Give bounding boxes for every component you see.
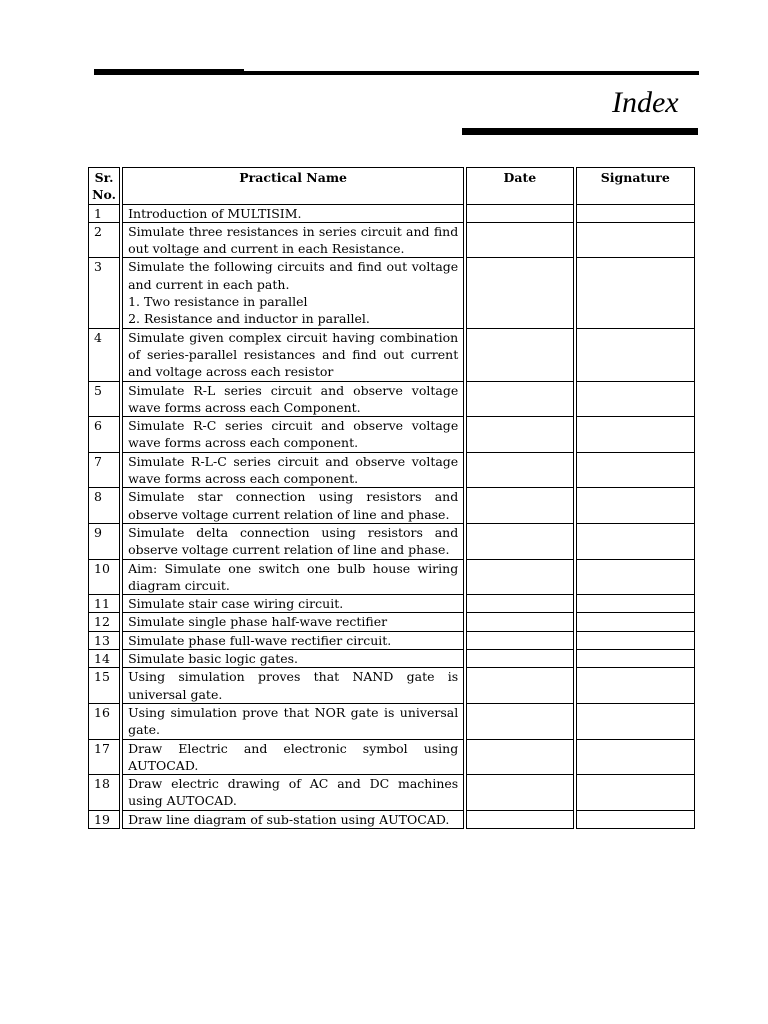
row-date-cell	[466, 257, 573, 327]
practical-name-text: Simulate R-L series circuit and observe voltage wave forms across each Component.	[128, 382, 459, 415]
row-practical-name	[122, 774, 464, 810]
row-date-cell	[466, 222, 573, 258]
row-sr-no: 13	[88, 631, 120, 649]
header-sr-no: Sr. No.	[88, 167, 120, 204]
row-practical-name	[122, 381, 464, 417]
row-practical-name	[122, 649, 464, 667]
row-practical-name	[122, 559, 464, 595]
table-body	[88, 204, 695, 829]
row-date-cell	[466, 452, 573, 488]
table-row	[88, 667, 695, 703]
table-row	[88, 594, 695, 612]
row-signature-cell	[576, 667, 695, 703]
practical-name-text: Simulate stair case wiring circuit.	[128, 596, 344, 612]
row-date-cell	[466, 612, 573, 630]
practical-name-text: Draw line diagram of sub-station using AUTOCAD.	[128, 811, 450, 827]
row-signature-cell	[576, 452, 695, 488]
table-row	[88, 381, 695, 417]
row-sr-no: 15	[88, 667, 120, 703]
row-practical-name	[122, 594, 464, 612]
practical-name-text: Simulate single phase half-wave rectifier	[128, 614, 388, 630]
table-row	[88, 649, 695, 667]
row-signature-cell	[576, 487, 695, 523]
practical-name-text: Simulate phase full-wave rectifier circuit.	[128, 632, 392, 648]
practical-name-text: Simulate R-L-C series circuit and observe voltage wave forms across each component.	[128, 453, 459, 487]
row-signature-cell	[576, 631, 695, 649]
row-signature-cell	[576, 559, 695, 595]
row-date-cell	[466, 774, 573, 810]
practical-name-text: Simulate basic logic gates.	[128, 651, 299, 667]
row-sr-no: 12	[88, 612, 120, 630]
row-date-cell	[466, 739, 573, 775]
table-row	[88, 452, 695, 488]
row-date-cell	[466, 631, 573, 649]
row-date-cell	[466, 594, 573, 612]
table-row	[88, 631, 695, 649]
row-sr-no: 7	[88, 452, 120, 488]
row-practical-name	[122, 328, 464, 381]
practical-name-text: Draw electric drawing of AC and DC machines using AUTOCAD.	[128, 776, 459, 809]
practical-name-text: Draw Electric and electronic symbol using AUTOCAD.	[128, 740, 459, 773]
row-sr-no: 19	[88, 810, 120, 829]
header-date: Date	[466, 167, 573, 204]
row-sr-no: 11	[88, 594, 120, 612]
row-practical-name	[122, 416, 464, 452]
row-date-cell	[466, 559, 573, 595]
table-row	[88, 416, 695, 452]
table-row	[88, 703, 695, 739]
row-signature-cell	[576, 416, 695, 452]
row-date-cell	[466, 328, 573, 381]
row-sr-no: 6	[88, 416, 120, 452]
row-sr-no: 10	[88, 559, 120, 595]
row-sr-no: 8	[88, 487, 120, 523]
row-signature-cell	[576, 612, 695, 630]
table-row	[88, 810, 695, 829]
title-underline-rule	[462, 128, 698, 135]
table-row	[88, 774, 695, 810]
row-date-cell	[466, 810, 573, 829]
practical-name-text: Using simulation prove that NOR gate is universal gate.	[128, 704, 459, 738]
row-sr-no: 16	[88, 703, 120, 739]
table-row	[88, 204, 695, 222]
row-sr-no: 3	[88, 257, 120, 327]
row-date-cell	[466, 416, 573, 452]
row-practical-name	[122, 810, 464, 829]
row-practical-name	[122, 612, 464, 630]
row-practical-name	[122, 452, 464, 488]
row-signature-cell	[576, 222, 695, 258]
header-signature: Signature	[576, 167, 695, 204]
row-signature-cell	[576, 703, 695, 739]
row-date-cell	[466, 667, 573, 703]
row-signature-cell	[576, 649, 695, 667]
row-date-cell	[466, 381, 573, 417]
row-sr-no: 1	[88, 204, 120, 222]
practical-name-text: Simulate three resistances in series circuit and find out voltage and current in each Resistance.	[128, 223, 459, 257]
row-signature-cell	[576, 774, 695, 810]
row-practical-name	[122, 204, 464, 222]
practical-sub-item: 2. Resistance and inductor in parallel.	[128, 311, 370, 327]
row-signature-cell	[576, 257, 695, 327]
row-date-cell	[466, 523, 573, 559]
row-practical-name	[122, 739, 464, 775]
table-row	[88, 328, 695, 381]
row-sr-no: 14	[88, 649, 120, 667]
top-rule	[240, 71, 699, 75]
table-header-row	[88, 167, 695, 204]
practical-sub-item: 1. Two resistance in parallel	[128, 294, 308, 310]
practical-name-text: Simulate R-C series circuit and observe voltage wave forms across each component.	[128, 418, 459, 451]
row-signature-cell	[576, 739, 695, 775]
row-practical-name	[122, 667, 464, 703]
row-signature-cell	[576, 328, 695, 381]
practical-name-text: Simulate star connection using resistors and observe voltage current relation of line and phase.	[128, 489, 459, 522]
row-practical-name	[122, 222, 464, 258]
header-practical-name: Practical Name	[122, 167, 464, 204]
row-sr-no: 9	[88, 523, 120, 559]
row-signature-cell	[576, 523, 695, 559]
row-sr-no: 17	[88, 739, 120, 775]
table-row	[88, 612, 695, 630]
practical-name-text: Using simulation proves that NAND gate is universal gate.	[128, 669, 459, 702]
practical-name-text: Aim: Simulate one switch one bulb house wiring diagram circuit.	[128, 560, 459, 593]
row-sr-no: 4	[88, 328, 120, 381]
row-date-cell	[466, 204, 573, 222]
practical-name-text: Simulate delta connection using resistors and observe voltage current relation of line and phase.	[128, 524, 459, 558]
practical-name-text: Simulate given complex circuit having combination of series-parallel resistances and find out current and voltage across each resistor	[128, 329, 459, 380]
row-practical-name	[122, 257, 464, 327]
table-row	[88, 222, 695, 258]
row-sr-no: 5	[88, 381, 120, 417]
row-practical-name	[122, 487, 464, 523]
row-signature-cell	[576, 594, 695, 612]
page-title: Index	[612, 86, 679, 119]
row-signature-cell	[576, 204, 695, 222]
row-date-cell	[466, 703, 573, 739]
table-row	[88, 523, 695, 559]
row-date-cell	[466, 649, 573, 667]
practical-name-text: Simulate the following circuits and find out voltage and current in each path.	[128, 259, 459, 292]
table-row	[88, 559, 695, 595]
top-rule-thick	[94, 69, 244, 75]
index-table	[86, 167, 697, 829]
row-date-cell	[466, 487, 573, 523]
row-signature-cell	[576, 810, 695, 829]
table-row	[88, 739, 695, 775]
row-signature-cell	[576, 381, 695, 417]
practical-name-text: Introduction of MULTISIM.	[128, 205, 302, 221]
row-practical-name	[122, 703, 464, 739]
table-row	[88, 487, 695, 523]
row-sr-no: 2	[88, 222, 120, 258]
row-practical-name	[122, 631, 464, 649]
row-sr-no: 18	[88, 774, 120, 810]
table-row	[88, 257, 695, 327]
row-practical-name	[122, 523, 464, 559]
